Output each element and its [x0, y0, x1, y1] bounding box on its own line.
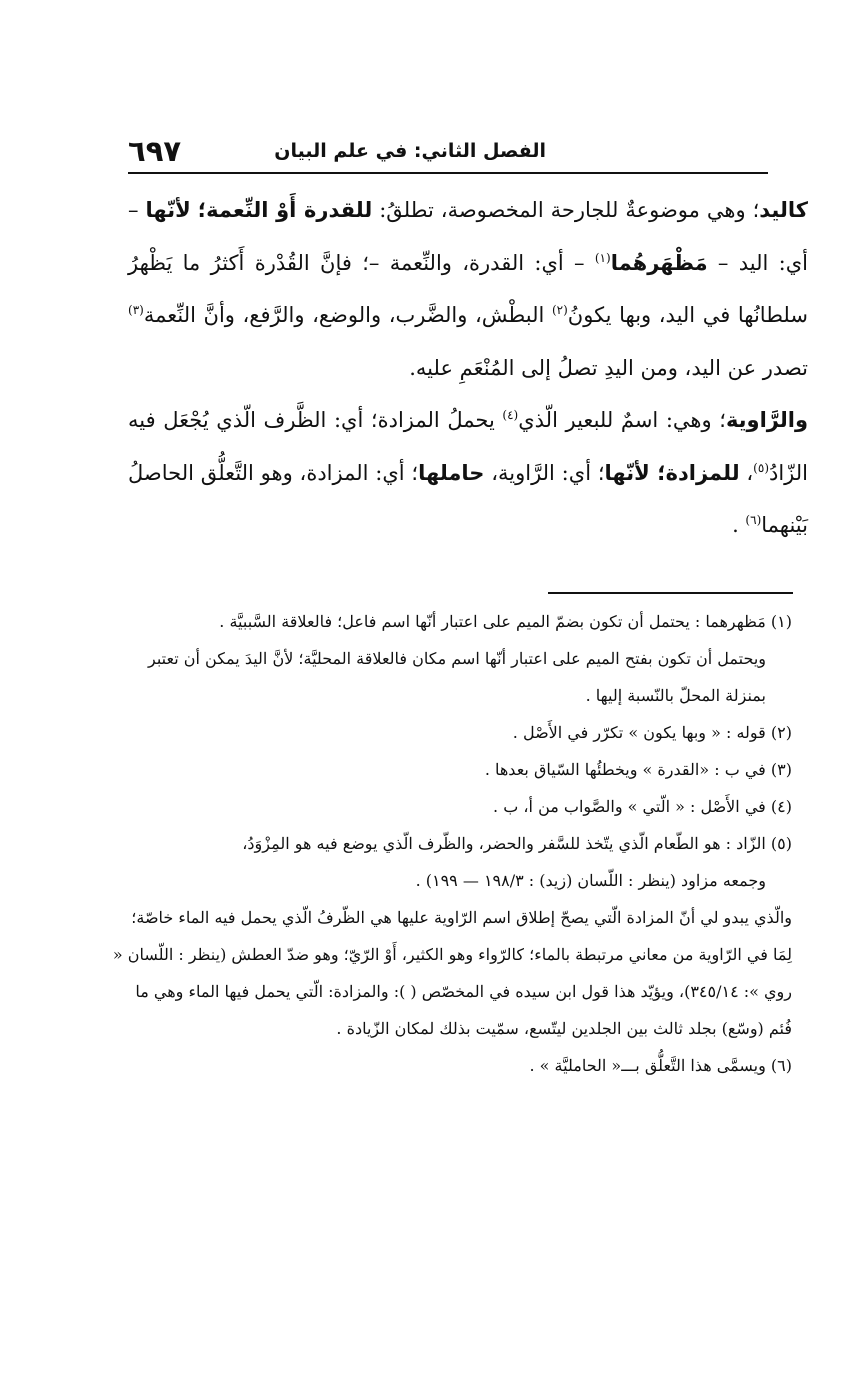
- paragraph-rawiya: [128, 394, 808, 552]
- header-rule: [128, 172, 768, 174]
- footnote-5: (٥) الزّاد : هو الطّعام الّذي يتّخذ للسَّفر والحضر، والظّرف الّذي يوضع فيه هو المِزْوَدُ،: [242, 834, 792, 853]
- text-run: ؛ أي: الرَّاوية،: [484, 460, 605, 485]
- footnote-ref: (١): [594, 250, 611, 265]
- text-run: ؛ وهي: اسمٌ للبعير الّذي: [518, 408, 726, 432]
- footnote-ref: (٦): [745, 513, 762, 527]
- keyword: للقدرة أَوْ النِّعمة؛: [197, 198, 373, 222]
- keyword: مَظْهَرهُما: [610, 250, 708, 275]
- footnote-4: (٤) في الأَصْل : « الّتي » والصَّواب من أ، ب .: [493, 797, 792, 816]
- text-run: ؛ وهي موضوعةٌ للجارحة المخصوصة، تطلقُ:: [372, 198, 760, 222]
- page-header: [128, 132, 768, 172]
- text-run: ،: [739, 460, 754, 485]
- text-run: تصدر عن اليد، ومن اليدِ تصلُ إلى المُنْعَمِ عليه.: [409, 355, 808, 380]
- text-run: يحملُ المزادة؛ أي: الظَّرف الّذي يُجْعَل فيه الزّادُ: [128, 408, 809, 485]
- footnote-ref: (٣): [128, 303, 144, 317]
- text-run: البطْش، والضَّرب، والوضع، والرَّفع، وأنَّ النِّعمة: [143, 303, 552, 327]
- running-head: الفصل الثاني: في علم البيان: [274, 140, 546, 162]
- text-run: ؛ أي: المزادة، وهو التَّعلُّق الحاصلُ بَيْنهما: [128, 460, 808, 537]
- keyword: كاليد: [759, 198, 808, 222]
- footnote-ref: (٢): [551, 303, 568, 317]
- footnote-rule: [548, 592, 793, 594]
- footnote-2: (٢) قوله : « وبها يكون » تكرّر في الأَصْل .: [512, 723, 792, 742]
- keyword: لأنّها: [145, 198, 191, 222]
- footnote-3: (٣) في ب : «القدرة » ويخطئُها السّياق بعدها .: [484, 760, 792, 779]
- paragraph-hand: [128, 184, 808, 394]
- footnote-6: (٦) ويسمَّى هذا التَّعلُّق بـــ« الحامليَّة » .: [529, 1056, 792, 1075]
- main-text: [128, 184, 808, 552]
- footnote-5-commentary: والّذي يبدو لي أنّ المزادة الّتي يصحّ إطلاق اسم الرّاوية عليها هي الظّرفُ الّذي يحمل فيه الماء خاصّة؛ لِمَا في الرّاوية من معاني مرتبطة بالماء؛ كالرّواء وهو الكثير، أَوْ الرّيّ؛ وهو ضدّ العطش (ينظر : اللّسان « روي »: ٣٤٥/١٤)، ويؤيّد هذا قول ابن سيده في المخصّص ( ): والمزادة: الّتي يحمل فيها الماء وهي ما فُئم (وسّع) بجلد ثالث بين الجلدين ليتّسع، سمّيت بذلك لمكان الزّيادة .: [112, 908, 792, 1038]
- text-run: – أي: اليد –: [128, 198, 808, 275]
- keyword: للمزادة؛ لأنّها: [604, 460, 740, 485]
- text-run: .: [732, 513, 746, 537]
- footnote-1-continuation: ويحتمل أن تكون بفتح الميم على اعتبار أنّها اسم مكان فالعلاقة المحليَّة؛ لأنَّ اليدَ يمكن أن تعتبر بمنزلة المحلّ بالنّسبة إليها .: [147, 649, 766, 705]
- footnote-ref: (٤): [502, 408, 519, 422]
- footnote-1: (١) مَظهرهما : يحتمل أن تكون بضمّ الميم على اعتبار أنّها اسم فاعل؛ فالعلاقة السَّببيَّة .: [219, 612, 792, 631]
- footnotes: [110, 603, 792, 1084]
- text-run: – أي: القدرة، والنِّعمة –؛ فإنَّ القُدْرة أَكثرُ ما يَظْهرُ سلطانُها في اليد، وبها يكونُ: [128, 250, 808, 327]
- footnote-ref: (٥): [753, 460, 769, 475]
- keyword: والرَّاوية: [725, 408, 809, 432]
- keyword: حاملها: [418, 460, 485, 485]
- footnote-5-continuation: وجمعه مزاود (ينظر : اللّسان (زيد) : ١٩٨/٣ — ١٩٩) .: [415, 871, 766, 890]
- page-number: ٦٩٧: [128, 134, 182, 168]
